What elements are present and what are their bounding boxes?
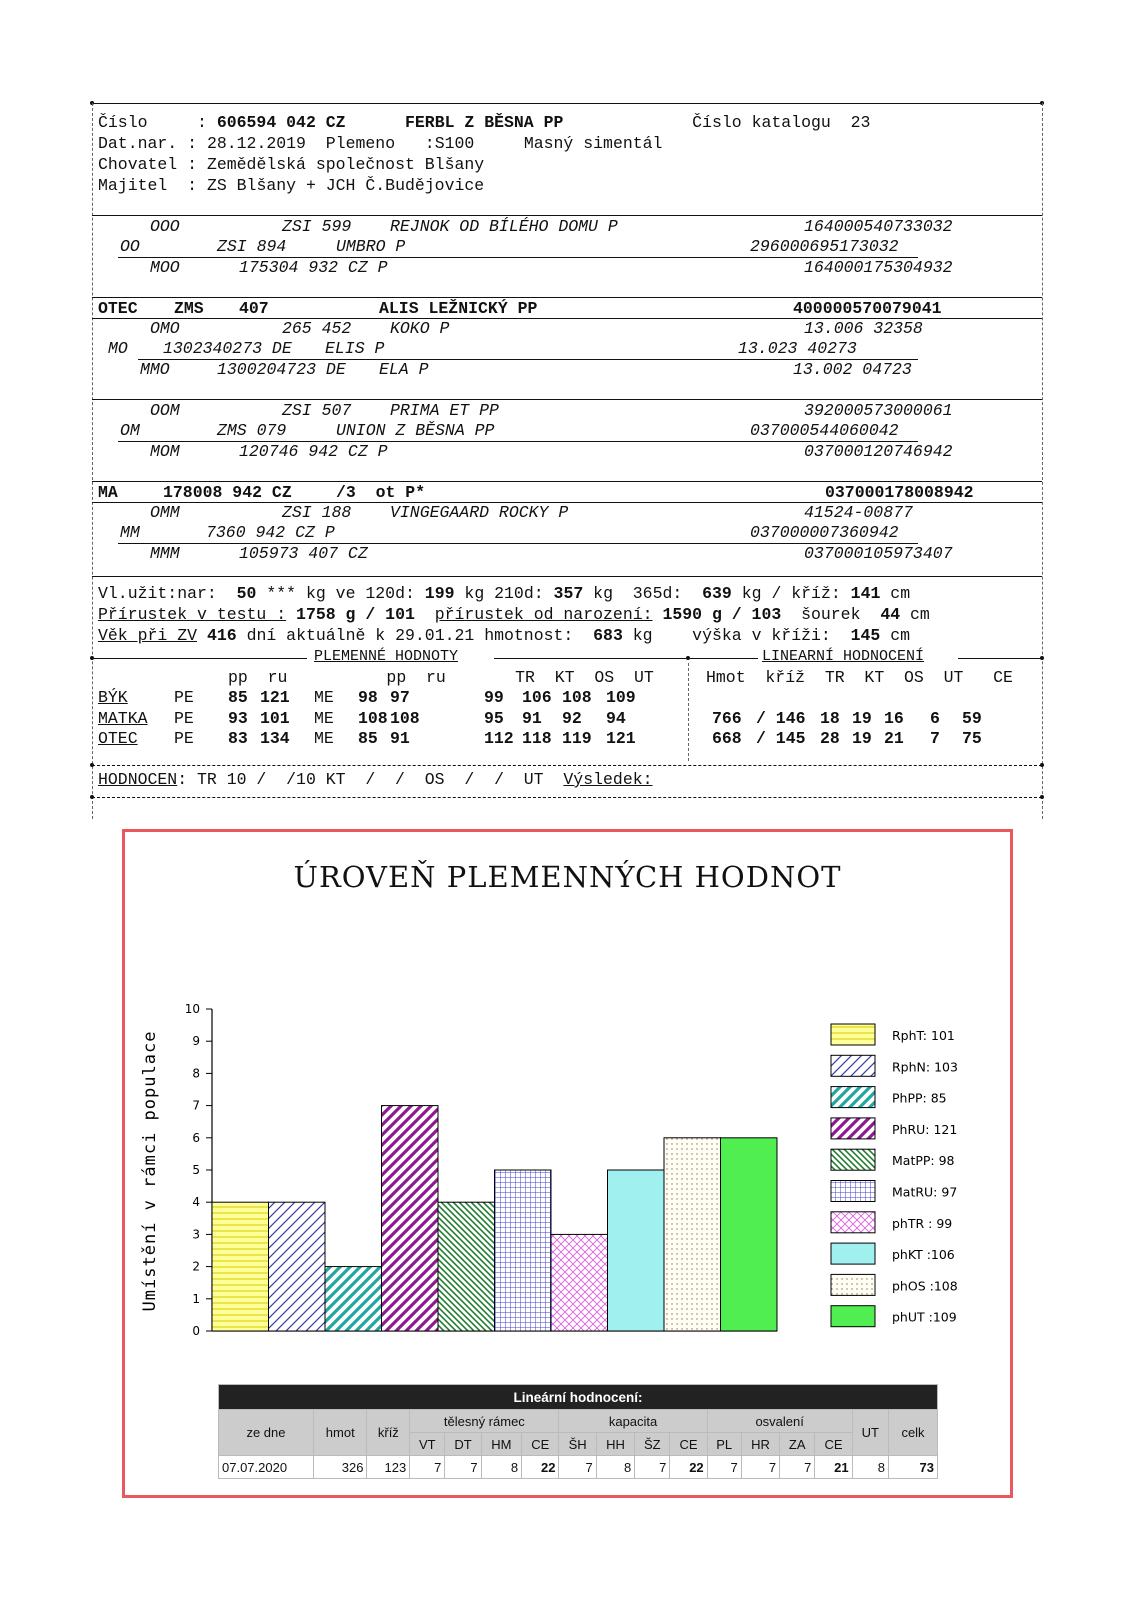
th-sub: CE [670,1433,707,1456]
bull-card [92,103,1042,819]
legend-swatch-RphN [831,1055,875,1076]
y-axis-label: Umístění v rámci populace [140,1030,160,1312]
linear-cell: 326 [314,1456,367,1479]
y-tick-label: 3 [192,1227,200,1242]
linear-cell: 22 [522,1456,559,1479]
th-teles: tělesný rámec [410,1410,559,1433]
linear-cell: 8 [481,1456,522,1479]
legend-label-phTR: phTR : 99 [892,1215,953,1231]
linear-lut: 7 [930,729,940,748]
linear-cell: 7 [635,1456,670,1479]
y-tick-label: 1 [192,1291,200,1306]
chart-frame [122,829,1013,1498]
bar-RphN [269,1202,326,1331]
cislo-line: Číslo : 606594 042 CZ FERBL Z BĚSNA PP Číslo katalogu 23 [98,113,871,132]
mo-role: MO [108,339,128,358]
legend-label-RphN: RphN: 103 [892,1059,958,1075]
th-sub: VT [410,1433,445,1456]
th-celk: celk [889,1410,938,1456]
ooo-id: 164000540733032 [804,217,953,236]
breeding-pp2: 98 [358,688,378,707]
th-hmot: hmot [314,1410,367,1456]
legend-label-MatPP: MatPP: 98 [892,1153,955,1169]
legend-label-MatRU: MatRU: 97 [892,1184,958,1200]
om-role: OM [120,421,140,440]
mmm-id: 037000105973407 [804,544,953,563]
linear-cell: 7 [741,1456,779,1479]
linear-hmot: 668 [712,729,742,748]
linear-los: 21 [884,729,904,748]
moo-id: 164000175304932 [804,258,953,277]
chovatel-line: Chovatel : Zemědělská společnost Blšany [98,155,485,174]
th-sub: HM [481,1433,522,1456]
omo-code: 265 452 [282,319,352,338]
y-tick-label: 9 [192,1034,200,1049]
th-sub: ZA [780,1433,815,1456]
mom-id: 037000120746942 [804,442,953,461]
linear-lkt: 19 [852,729,872,748]
th-ut: UT [852,1410,888,1456]
bar-phUT [721,1138,778,1331]
th-kapacita: kapacita [559,1410,707,1433]
legend-label-phOS: phOS :108 [892,1278,958,1294]
legend-label-phUT: phUT :109 [892,1309,957,1325]
breeding-pe: PE [174,708,194,728]
breeding-chart [125,832,1010,1372]
legend-swatch-RphT [831,1024,875,1045]
breeding-ru: 101 [260,708,290,728]
breeding-ru2: 97 [390,688,410,707]
linear-cell: 7 [559,1456,596,1479]
top-border [92,103,1042,104]
breeding-ut: 94 [606,708,626,728]
linear-kriz: / 145 [756,729,806,748]
ooo-code: ZSI 599 [282,217,352,236]
linear-cell: 8 [852,1456,888,1479]
y-tick-label: 6 [192,1130,200,1145]
linear-cell: 8 [596,1456,634,1479]
oom-id: 392000573000061 [804,401,953,420]
mmo-id: 13.002 04723 [793,360,912,379]
legend-swatch-PhRU [831,1118,875,1139]
otec-code: 407 [239,299,269,318]
oo-name: UMBRO P [336,237,406,256]
breeding-kt: 106 [522,688,552,707]
moo-code: 175304 932 CZ P [239,258,388,277]
perf-line-2: Přírustek v testu : 1758 g / 101 přírustek od narození: 1590 g / 103 šourek 44 cm [98,605,930,624]
legend-swatch-MatPP [831,1149,875,1170]
breeding-label: MATKA [98,708,148,728]
linear-kriz: / 146 [756,708,806,728]
breeding-label: OTEC [98,729,138,748]
th-osvaleni: osvalení [707,1410,852,1433]
omm-name: VINGEGAARD ROCKY P [390,503,569,522]
oo-code: ZSI 894 [217,237,287,256]
linear-cell: 123 [367,1456,410,1479]
omm-role: OMM [150,503,180,522]
linear-cell: 7 [410,1456,445,1479]
breeding-tr: 112 [484,729,514,748]
linear-ce: 75 [962,729,982,748]
hodnocen-line: HODNOCEN: TR 10 / /10 KT / / OS / / UT Výsledek: [98,770,653,789]
breeding-pp: 85 [228,688,248,707]
legend-swatch-phKT [831,1243,875,1264]
breeding-os: 92 [562,708,582,728]
oo-role: OO [120,237,140,256]
oom-role: OOM [150,401,180,420]
breeding-ru: 121 [260,688,290,707]
legend-swatch-PhPP [831,1087,875,1108]
breeding-os: 119 [562,729,592,748]
th-date: ze dne [219,1410,314,1456]
breeding-pe: PE [174,729,194,748]
otec-role: OTEC [98,299,138,318]
linear-cell: 73 [889,1456,938,1479]
omm-id: 41524-00877 [804,503,913,522]
breeding-pp: 93 [228,708,248,728]
otec-id: 400000570079041 [793,299,942,318]
th-sub: HR [741,1433,779,1456]
moo-role: MOO [150,258,180,277]
linear-cell: 07.07.2020 [219,1456,314,1479]
ooo-role: OOO [150,217,180,236]
linear-lut: 6 [930,708,940,728]
bar-MatPP [438,1202,495,1331]
mmo-role: MMO [140,360,170,379]
om-code: ZMS 079 [217,421,287,440]
linear-cell: 7 [780,1456,815,1479]
th-sub: DT [445,1433,481,1456]
th-kriz: kříž [367,1410,410,1456]
legend-swatch-phOS [831,1274,875,1295]
omo-name: KOKO P [390,319,450,338]
mmm-role: MMM [150,544,180,563]
ma-code: 178008 942 CZ [163,483,292,502]
legend-label-RphT: RphT: 101 [892,1028,955,1043]
th-sub: PL [707,1433,741,1456]
ooo-name: REJNOK OD BÍLÉHO DOMU P [390,217,618,236]
linear-table [218,1384,938,1479]
linear-title: LINEARNÍ HODNOCENÍ [762,648,925,665]
mm-code: 7360 942 CZ P [206,523,335,542]
breeding-me: ME [314,708,334,728]
om-name: UNION Z BĚSNA PP [336,421,495,440]
linear-lkt: 19 [852,708,872,728]
oom-name: PRIMA ET PP [390,401,499,420]
linear-hmot: 766 [712,708,742,728]
breeding-ru2: 91 [390,729,410,748]
breeding-pe: PE [174,688,194,707]
mom-code: 120746 942 CZ P [239,442,388,461]
linear-los: 16 [884,708,904,728]
linear-ce: 59 [962,708,982,728]
mm-id: 037000007360942 [750,523,899,542]
breeding-label: BÝK [98,688,128,707]
breeding-head-right: Hmot kříž TR KT OS UT CE [706,668,1013,687]
bar-phOS [664,1138,721,1331]
breeding-head-left: pp ru pp ru TR KT OS UT [228,668,654,687]
datnar-line: Dat.nar. : 28.12.2019 Plemeno :S100 Masný simentál [98,134,663,153]
omo-id: 13.006 32358 [804,319,923,338]
ma-id: 037000178008942 [825,483,974,502]
legend-swatch-phUT [831,1306,875,1327]
breeding-pp: 83 [228,729,248,748]
mom-role: MOM [150,442,180,461]
otec-prefix: ZMS [174,299,204,318]
perf-line-1: Vl.užit:nar: 50 *** kg ve 120d: 199 kg 210d: 357 kg 365d: 639 kg / kříž: 141 cm [98,584,911,603]
bar-RphT [212,1202,269,1331]
breeding-ru: 134 [260,729,290,748]
linear-cell: 21 [815,1456,852,1479]
ma-role: MA [98,483,118,502]
mmo-code: 1300204723 DE [217,360,346,379]
linear-cell: 7 [707,1456,741,1479]
bar-phTR [551,1234,608,1331]
legend-label-PhRU: PhRU: 121 [892,1121,958,1137]
otec-name: ALIS LEŽNICKÝ PP [379,299,538,318]
y-tick-label: 8 [192,1066,200,1081]
legend-swatch-MatRU [831,1181,875,1202]
bar-PhPP [325,1267,382,1331]
th-sub: ŠH [559,1433,596,1456]
mo-name: ELIS P [325,339,385,358]
mmo-name: ELA P [379,360,429,379]
breeding-ut: 121 [606,729,636,748]
linear-table-title: Lineární hodnocení: [219,1385,938,1410]
linear-cell: 22 [670,1456,707,1479]
chart-title: ÚROVEŇ PLEMENNÝCH HODNOT [293,860,842,894]
breeding-pp2: 108 [358,708,388,728]
th-sub: ŠZ [635,1433,670,1456]
linear-ltr: 18 [820,708,840,728]
breeding-ru2: 108 [390,708,420,728]
y-tick-label: 10 [184,1002,200,1016]
bar-PhRU [382,1106,439,1331]
om-id: 037000544060042 [750,421,899,440]
legend-label-PhPP: PhPP: 85 [892,1090,947,1106]
breeding-pp2: 85 [358,729,378,748]
breeding-tr: 95 [484,708,504,728]
mo-id: 13.023 40273 [738,339,857,358]
y-tick-label: 4 [192,1195,200,1210]
y-tick-label: 7 [192,1098,200,1113]
y-tick-label: 5 [192,1163,200,1177]
y-tick-label: 0 [192,1324,200,1338]
majitel-line: Majitel : ZS Blšany + JCH Č.Budějovice [98,176,485,195]
th-sub: CE [522,1433,559,1456]
omm-code: ZSI 188 [282,503,352,522]
legend-label-phKT: phKT :106 [892,1247,955,1263]
breeding-ut: 109 [606,688,636,707]
linear-ltr: 28 [820,729,840,748]
linear-cell: 7 [445,1456,481,1479]
bar-MatRU [495,1170,552,1331]
ma-suffix: /3 ot P* [336,483,426,502]
breeding-kt: 91 [522,708,542,728]
oom-code: ZSI 507 [282,401,352,420]
breeding-kt: 118 [522,729,552,748]
th-sub: HH [596,1433,634,1456]
breeding-me: ME [314,688,334,707]
legend-swatch-phTR [831,1212,875,1233]
oo-id: 296000695173032 [750,237,899,256]
mo-code: 1302340273 DE [163,339,292,358]
th-sub: CE [815,1433,852,1456]
breeding-me: ME [314,729,334,748]
mmm-code: 105973 407 CZ [239,544,368,563]
bar-phKT [608,1170,665,1331]
mm-role: MM [120,523,140,542]
breeding-title: PLEMENNÉ HODNOTY [314,648,459,665]
breeding-os: 108 [562,688,592,707]
y-tick-label: 2 [192,1259,200,1274]
breeding-tr: 99 [484,688,504,707]
perf-line-3: Věk při ZV 416 dní aktuálně k 29.01.21 hmotnost: 683 kg výška v kříži: 145 cm [98,626,911,645]
omo-role: OMO [150,319,180,338]
